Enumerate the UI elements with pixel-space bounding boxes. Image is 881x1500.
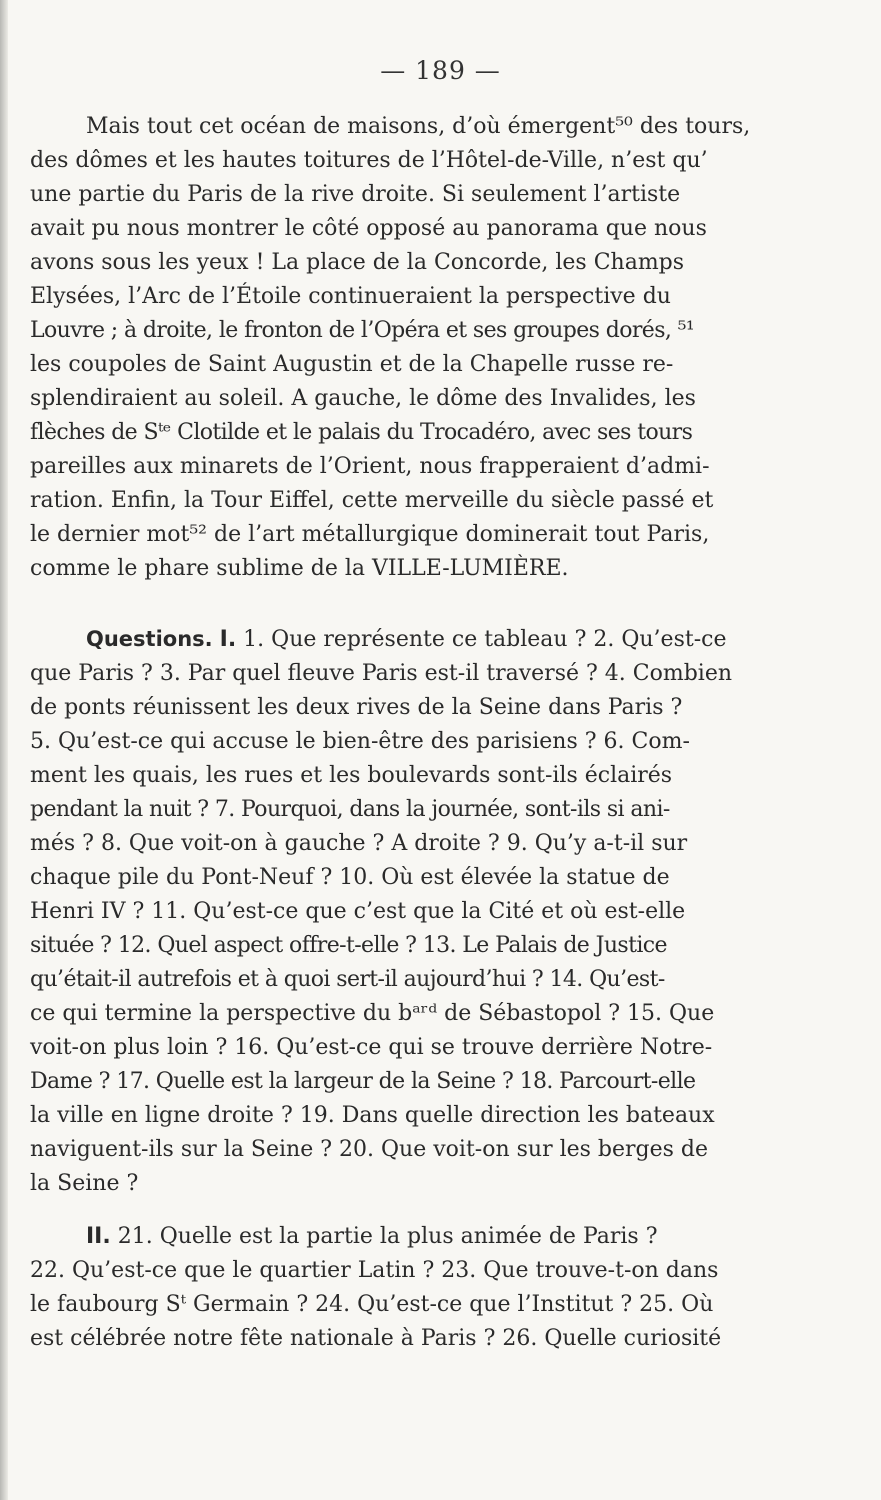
question-line: 22. Qu’est-ce que le quartier Latin ? 23. Que trouve-t-on dans bbox=[30, 1258, 719, 1283]
questions-section-1 bbox=[30, 622, 792, 1201]
text-line: ration. Enfin, la Tour Eiffel, cette merveille du siècle passé et bbox=[30, 488, 714, 513]
question-line: naviguent-ils sur la Seine ? 20. Que voit-on sur les berges de bbox=[30, 1137, 709, 1162]
page-edge-shadow bbox=[0, 0, 8, 1500]
text-line: pareilles aux minarets de l’Orient, nous frapperaient d’admi- bbox=[30, 454, 710, 479]
text-line: une partie du Paris de la rive droite. Si seulement l’artiste bbox=[30, 182, 681, 207]
question-line: ment les quais, les rues et les boulevards sont-ils éclairés bbox=[30, 763, 673, 788]
question-line: 5. Qu’est-ce qui accuse le bien-être des parisiens ? 6. Com- bbox=[30, 729, 690, 754]
question-line: située ? 12. Quel aspect offre-t-elle ? 13. Le Palais de Justice bbox=[30, 933, 667, 958]
text-line: flèches de Sᵗᵉ Clotilde et le palais du Trocadéro, avec ses tours bbox=[30, 420, 693, 445]
text-line: des dômes et les hautes toitures de l’Hôtel-de-Ville, n’est qu’ bbox=[30, 148, 708, 173]
section-numeral: II. bbox=[86, 1224, 111, 1249]
section-numeral: I. bbox=[219, 627, 237, 652]
question-line: de ponts réunissent les deux rives de la Seine dans Paris ? bbox=[30, 695, 683, 720]
question-line: la Seine ? bbox=[30, 1171, 139, 1196]
text-line: Mais tout cet océan de maisons, d’où émergent⁵⁰ des tours, bbox=[86, 114, 751, 139]
question-line: pendant la nuit ? 7. Pourquoi, dans la journée, sont-ils si ani- bbox=[30, 797, 670, 822]
question-line: Henri IV ? 11. Qu’est-ce que c’est que la Cité et où est-elle bbox=[30, 899, 686, 924]
question-text: 21. Quelle est la partie la plus animée de Paris ? bbox=[110, 1224, 658, 1249]
body-paragraph bbox=[30, 110, 792, 586]
text-line: avons sous les yeux ! La place de la Concorde, les Champs bbox=[30, 250, 685, 275]
questions-first-line bbox=[30, 1220, 792, 1254]
question-line: Dame ? 17. Quelle est la largeur de la Seine ? 18. Parcourt-elle bbox=[30, 1069, 696, 1094]
question-line: la ville en ligne droite ? 19. Dans quelle direction les bateaux bbox=[30, 1103, 715, 1128]
text-line: comme le phare sublime de la VILLE-LUMIÈRE. bbox=[30, 556, 569, 581]
question-line: voit-on plus loin ? 16. Qu’est-ce qui se trouve derrière Notre- bbox=[30, 1035, 713, 1060]
question-text: 1. Que représente ce tableau ? 2. Qu’est-ce bbox=[236, 627, 727, 652]
text-line: Louvre ; à droite, le fronton de l’Opéra et ses groupes dorés, ⁵¹ bbox=[30, 318, 695, 343]
page-number: — 189 — bbox=[380, 56, 501, 85]
question-line: que Paris ? 3. Par quel fleuve Paris est-il traversé ? 4. Combien bbox=[30, 661, 733, 686]
question-line: le faubourg Sᵗ Germain ? 24. Qu’est-ce que l’Institut ? 25. Où bbox=[30, 1292, 714, 1317]
text-line: avait pu nous montrer le côté opposé au panorama que nous bbox=[30, 216, 707, 241]
question-line: qu’était-il autrefois et à quoi sert-il aujourd’hui ? 14. Qu’est- bbox=[30, 967, 665, 992]
question-line: chaque pile du Pont-Neuf ? 10. Où est élevée la statue de bbox=[30, 865, 670, 890]
question-line: est célébrée notre fête nationale à Paris ? 26. Quelle curiosité bbox=[30, 1326, 722, 1351]
questions-heading: Questions. bbox=[86, 627, 213, 651]
text-line: les coupoles de Saint Augustin et de la Chapelle russe re- bbox=[30, 352, 674, 377]
questions-first-line bbox=[30, 622, 792, 657]
text-line: le dernier mot⁵² de l’art métallurgique dominerait tout Paris, bbox=[30, 522, 710, 547]
text-line: Elysées, l’Arc de l’Étoile continueraient la perspective du bbox=[30, 284, 671, 309]
question-line: ce qui termine la perspective du bᵃʳᵈ de Sébastopol ? 15. Que bbox=[30, 1001, 715, 1026]
text-line: splendiraient au soleil. A gauche, le dôme des Invalides, les bbox=[30, 386, 696, 411]
questions-section-2 bbox=[30, 1220, 792, 1356]
question-line: més ? 8. Que voit-on à gauche ? A droite ? 9. Qu’y a-t-il sur bbox=[30, 831, 688, 856]
